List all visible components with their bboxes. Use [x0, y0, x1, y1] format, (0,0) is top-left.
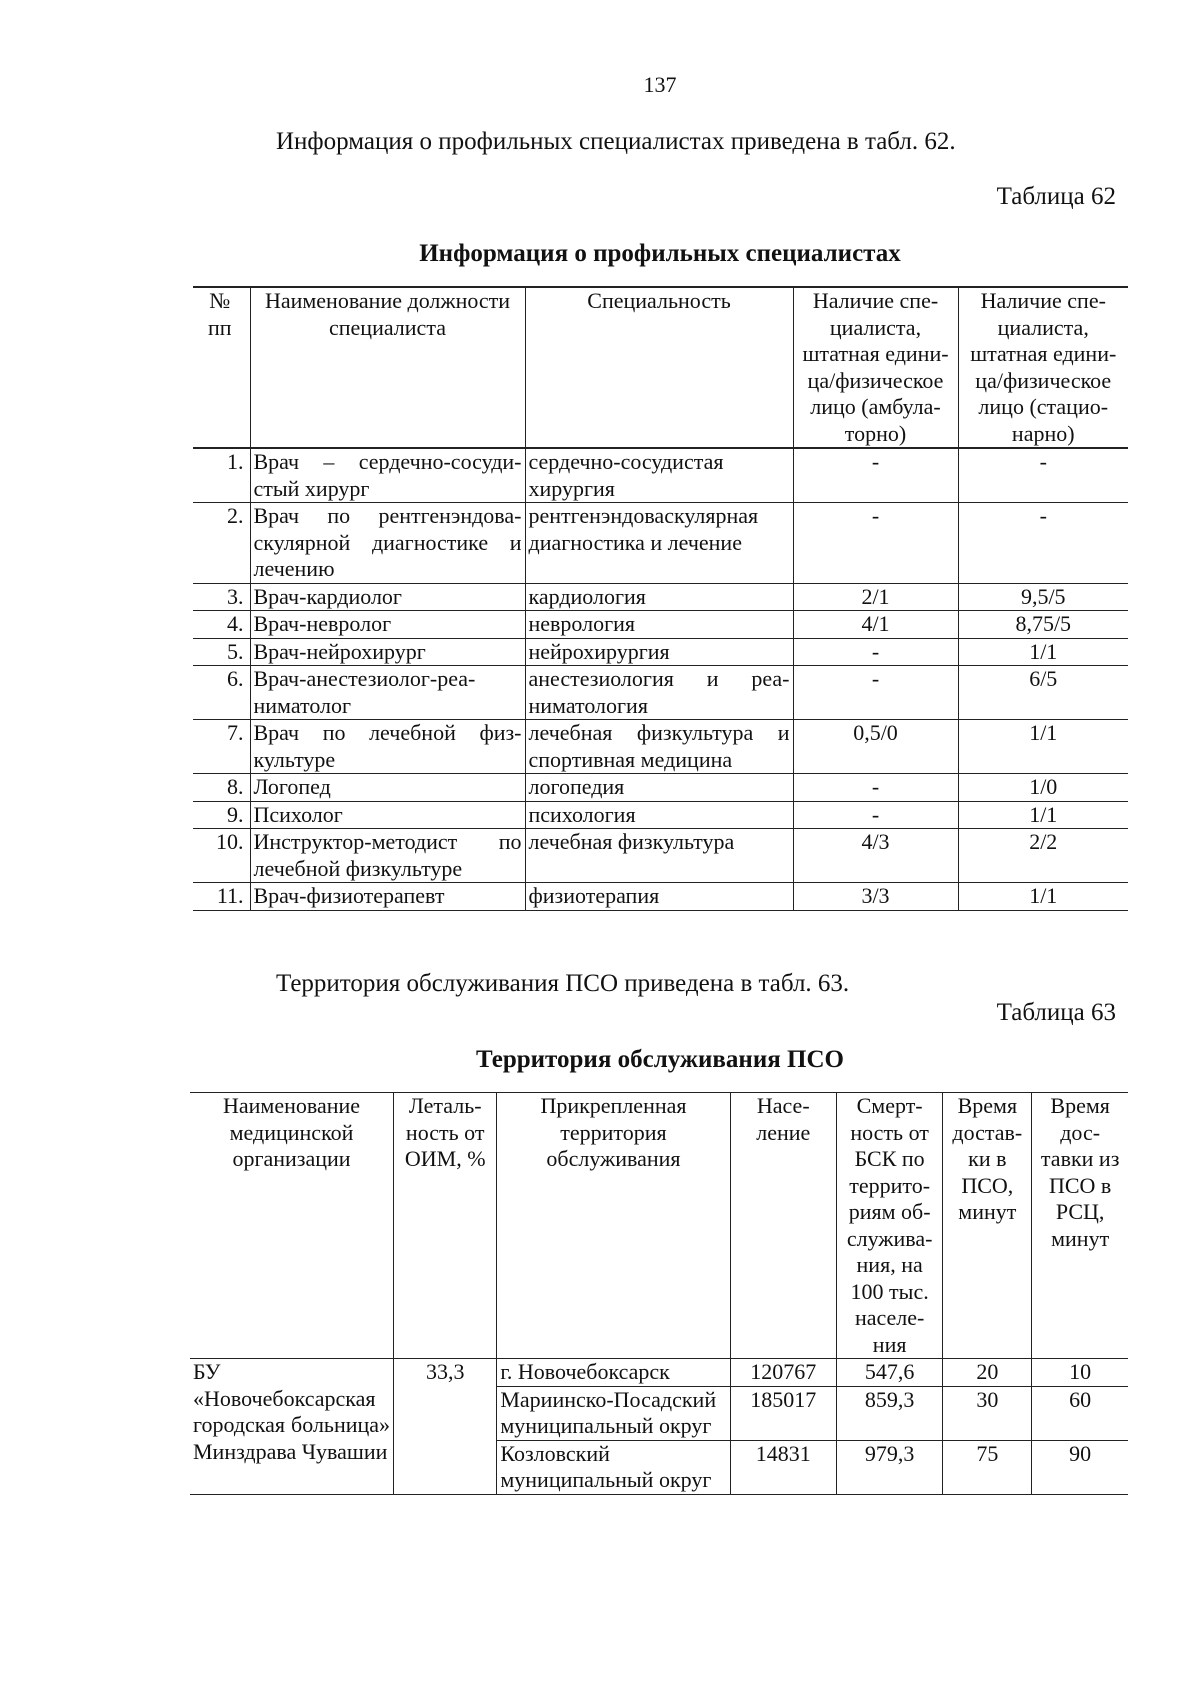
table-62-label: Таблица 62: [996, 183, 1116, 210]
table-row: [193, 638, 1128, 666]
inpatient-cell: 1/0: [958, 774, 1128, 802]
table-63-label: Таблица 63: [996, 999, 1116, 1026]
outpatient-cell: -: [793, 638, 958, 666]
row-number-cell: 10.: [193, 829, 250, 883]
table-row: [193, 883, 1128, 911]
position-cell: Врач-физиотерапевт: [250, 883, 525, 911]
time-to-pso-cell: 30: [943, 1386, 1032, 1440]
specialty-cell: логопедия: [525, 774, 793, 802]
header-population: Насе-ление: [730, 1093, 836, 1359]
specialty-cell: психология: [525, 801, 793, 829]
position-cell: Врач-кардиолог: [250, 583, 525, 611]
table-row: [193, 503, 1128, 584]
row-number-cell: 4.: [193, 611, 250, 639]
specialty-cell: рентгенэндоваскулярная диагностика и лечение: [525, 503, 793, 584]
row-number-cell: 1.: [193, 448, 250, 503]
header-organization: Наименование медицинской организации: [190, 1093, 394, 1359]
population-cell: 120767: [730, 1359, 836, 1387]
specialty-cell: кардиология: [525, 583, 793, 611]
row-number-cell: 6.: [193, 666, 250, 720]
position-cell: Врач по лечебной физ-культуре: [250, 720, 525, 774]
table-row: [193, 720, 1128, 774]
specialty-cell: физиотерапия: [525, 883, 793, 911]
table-63-title: Территория обслуживания ПСО: [476, 1046, 844, 1073]
time-to-rsc-cell: 90: [1032, 1440, 1128, 1494]
intro-table-63: Территория обслуживания ПСО приведена в табл. 63.: [276, 970, 850, 997]
header-time-to-pso: Время достав-ки в ПСО, минут: [943, 1093, 1032, 1359]
table-row: [193, 448, 1128, 503]
table-header-row: [190, 1093, 1128, 1359]
row-number-cell: 11.: [193, 883, 250, 911]
position-cell: Врач-анестезиолог-реа-ниматолог: [250, 666, 525, 720]
table-row: [193, 583, 1128, 611]
table-row: [193, 801, 1128, 829]
row-number-cell: 2.: [193, 503, 250, 584]
row-number-cell: 9.: [193, 801, 250, 829]
position-cell: Врач по рентгенэндова-скулярной диагностике и лечению: [250, 503, 525, 584]
header-time-to-rsc: Время дос-тавки из ПСО в РСЦ, минут: [1032, 1093, 1128, 1359]
territory-cell: г. Новочебоксарск: [497, 1359, 730, 1387]
territory-cell: Козловский муниципальный округ: [497, 1440, 730, 1494]
inpatient-cell: -: [958, 503, 1128, 584]
specialists-table: [193, 286, 1128, 911]
position-cell: Инструктор-методист по лечебной физкультуре: [250, 829, 525, 883]
intro-table-62: Информация о профильных специалистах приведена в табл. 62.: [276, 128, 956, 155]
outpatient-cell: -: [793, 774, 958, 802]
header-inpatient: Наличие спе-циалиста, штатная едини-ца/физическое лицо (стацио-нарно): [958, 287, 1128, 448]
position-cell: Врач – сердечно-сосуди-стый хирург: [250, 448, 525, 503]
inpatient-cell: 2/2: [958, 829, 1128, 883]
outpatient-cell: -: [793, 801, 958, 829]
header-position: Наименование должности специалиста: [250, 287, 525, 448]
inpatient-cell: 1/1: [958, 720, 1128, 774]
table-row: [193, 774, 1128, 802]
inpatient-cell: 1/1: [958, 638, 1128, 666]
inpatient-cell: 1/1: [958, 883, 1128, 911]
outpatient-cell: 3/3: [793, 883, 958, 911]
table-row: [193, 666, 1128, 720]
table-row: [193, 829, 1128, 883]
position-cell: Психолог: [250, 801, 525, 829]
outpatient-cell: 0,5/0: [793, 720, 958, 774]
outpatient-cell: 4/3: [793, 829, 958, 883]
territory-cell: Мариинско-Посадский муниципальный округ: [497, 1386, 730, 1440]
position-cell: Врач-нейрохирург: [250, 638, 525, 666]
time-to-rsc-cell: 60: [1032, 1386, 1128, 1440]
table-62-title: Информация о профильных специалистах: [419, 240, 901, 267]
specialty-cell: сердечно-сосудистая хирургия: [525, 448, 793, 503]
inpatient-cell: 8,75/5: [958, 611, 1128, 639]
inpatient-cell: 9,5/5: [958, 583, 1128, 611]
outpatient-cell: -: [793, 666, 958, 720]
time-to-pso-cell: 20: [943, 1359, 1032, 1387]
mortality-cell: 547,6: [836, 1359, 942, 1387]
header-lethality: Леталь-ность от ОИМ, %: [394, 1093, 497, 1359]
header-num: № пп: [193, 287, 250, 448]
time-to-rsc-cell: 10: [1032, 1359, 1128, 1387]
population-cell: 185017: [730, 1386, 836, 1440]
pso-territory-table: [190, 1092, 1128, 1495]
specialty-cell: лечебная физкультура и спортивная медицина: [525, 720, 793, 774]
table-row: [190, 1359, 1128, 1387]
header-mortality: Смерт-ность от БСК по террито-риям об-служива-ния, на 100 тыс. населе-ния: [836, 1093, 942, 1359]
lethality-cell: 33,3: [394, 1359, 497, 1495]
header-territory: Прикрепленная территория обслуживания: [497, 1093, 730, 1359]
page-number: 137: [643, 72, 677, 97]
outpatient-cell: -: [793, 503, 958, 584]
table-row: [193, 611, 1128, 639]
inpatient-cell: 6/5: [958, 666, 1128, 720]
row-number-cell: 8.: [193, 774, 250, 802]
specialty-cell: анестезиология и реа-ниматология: [525, 666, 793, 720]
mortality-cell: 979,3: [836, 1440, 942, 1494]
position-cell: Врач-невролог: [250, 611, 525, 639]
row-number-cell: 5.: [193, 638, 250, 666]
inpatient-cell: 1/1: [958, 801, 1128, 829]
outpatient-cell: 4/1: [793, 611, 958, 639]
row-number-cell: 7.: [193, 720, 250, 774]
table-header-row: [193, 287, 1128, 448]
mortality-cell: 859,3: [836, 1386, 942, 1440]
time-to-pso-cell: 75: [943, 1440, 1032, 1494]
organization-cell: БУ «Новочебоксарская городская больница» Минздрава Чувашии: [190, 1359, 394, 1495]
header-specialty: Специальность: [525, 287, 793, 448]
header-outpatient: Наличие спе-циалиста, штатная едини-ца/физическое лицо (амбула-торно): [793, 287, 958, 448]
specialty-cell: лечебная физкультура: [525, 829, 793, 883]
position-cell: Логопед: [250, 774, 525, 802]
row-number-cell: 3.: [193, 583, 250, 611]
population-cell: 14831: [730, 1440, 836, 1494]
specialty-cell: неврология: [525, 611, 793, 639]
outpatient-cell: -: [793, 448, 958, 503]
specialty-cell: нейрохирургия: [525, 638, 793, 666]
inpatient-cell: -: [958, 448, 1128, 503]
outpatient-cell: 2/1: [793, 583, 958, 611]
